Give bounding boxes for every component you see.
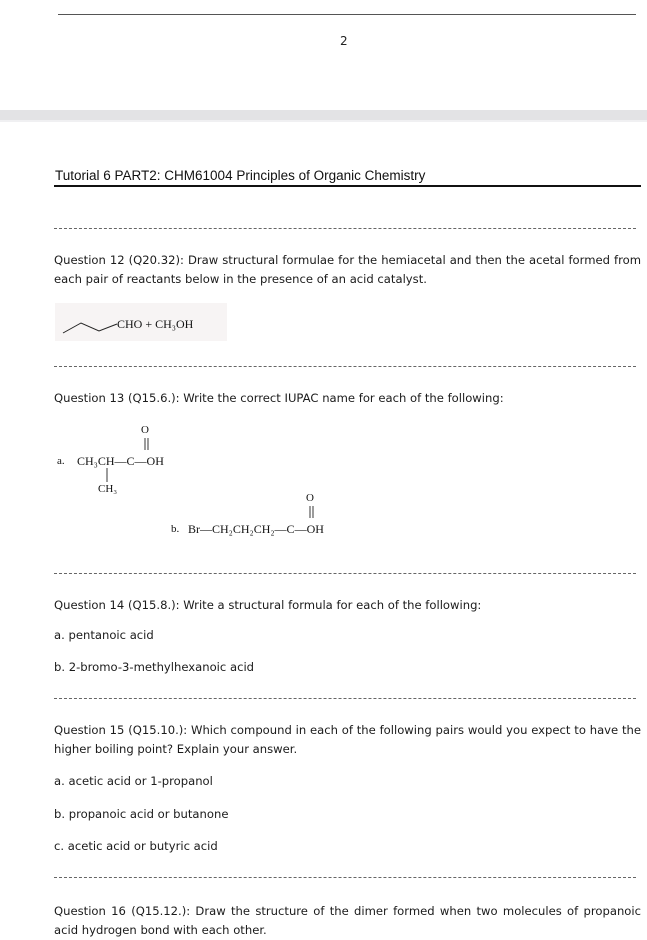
structure-image-q13: [55, 418, 375, 548]
question-14-text: Question 14 (Q15.8.): Write a structural formula for each of the following:: [54, 598, 482, 612]
divider: [54, 366, 636, 367]
question-13-text: Question 13 (Q15.6.): Write the correct IUPAC name for each of the following:: [54, 391, 504, 405]
page-gap: [0, 110, 647, 120]
list-item: a. pentanoic acid: [54, 628, 154, 642]
structure-b-chain: Br—CH₂CH₂CH₂—C—OH: [188, 522, 324, 536]
structure-a-branch: CH₃: [98, 483, 118, 495]
question-12-text: Question 12 (Q20.32): Draw structural formulae for the hemiacetal and then the acetal formed from each pair of reactants below in the presence of an acid catalyst.: [54, 253, 641, 286]
carbonyl-oxygen-a: O: [141, 424, 149, 436]
list-item: a. acetic acid or 1-propanol: [54, 774, 213, 788]
question-15-text: Question 15 (Q15.10.): Which compound in each of the following pairs would you expect to have the higher boiling point? Explain your answer.: [54, 723, 641, 756]
label-b: b.: [171, 523, 180, 535]
page-gap-shadow: [0, 120, 647, 122]
reaction-text: CHO + CH₃OH: [117, 317, 194, 331]
double-bond-icon: [142, 438, 152, 452]
list-item: b. 2-bromo-3-methylhexanoic acid: [54, 660, 255, 674]
carbonyl-oxygen-b: O: [306, 492, 314, 504]
reaction-image-q12: [55, 303, 227, 341]
page-number: 2: [340, 34, 348, 48]
single-bond-icon: [103, 468, 113, 484]
divider: [54, 877, 636, 878]
divider: [54, 698, 636, 699]
title-underline: [54, 185, 641, 187]
divider: [54, 573, 636, 574]
label-a: a.: [57, 455, 65, 467]
double-bond-icon: [307, 506, 317, 520]
list-item: c. acetic acid or butyric acid: [54, 839, 218, 853]
divider: [54, 228, 636, 229]
question-16-text: Question 16 (Q15.12.): Draw the structure of the dimer formed when two molecules of propanoic acid hydrogen bond with each other.: [54, 904, 641, 937]
structure-a-chain: CH₃CH—C—OH: [77, 454, 164, 468]
top-rule: [58, 14, 636, 15]
page-title: Tutorial 6 PART2: CHM61004 Principles of Organic Chemistry: [55, 168, 426, 183]
zigzag-chain-icon: [55, 303, 125, 341]
list-item: b. propanoic acid or butanone: [54, 807, 229, 821]
